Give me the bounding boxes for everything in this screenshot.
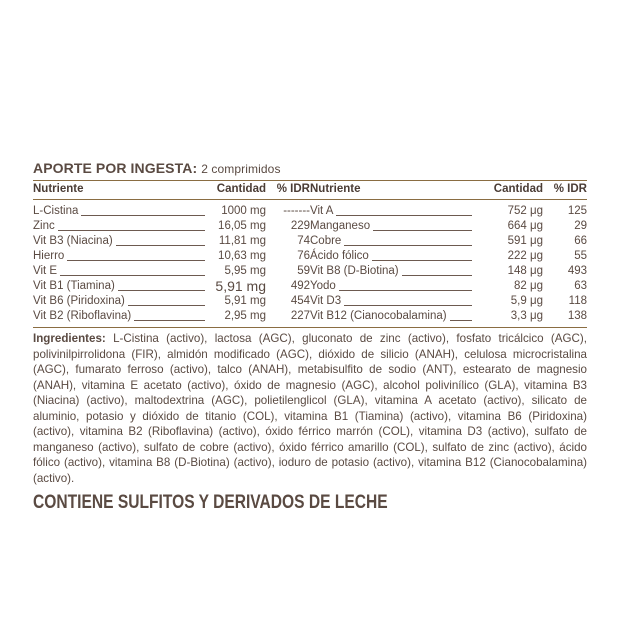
heading-subtitle: 2 comprimidos: [201, 162, 281, 176]
ingredients-paragraph: [33, 331, 587, 486]
right-nutrient-column: [310, 204, 587, 324]
ingredients-label: Ingredientes:: [33, 332, 106, 345]
nutrient-idr: -------: [283, 205, 310, 217]
nutrient-quantity: 752 μg: [507, 205, 543, 217]
nutrient-row: [33, 309, 310, 324]
nutrient-name: Zinc: [33, 219, 58, 234]
nutrient-row: [310, 234, 587, 249]
nutrient-name: Vit A: [310, 204, 336, 219]
nutrient-row: [33, 219, 310, 234]
nutrient-idr: 29: [574, 220, 587, 232]
intake-heading: [33, 160, 587, 177]
nutrient-row: [310, 219, 587, 234]
nutrient-quantity: 148 μg: [507, 265, 543, 277]
nutrient-name: Vit B1 (Tiamina): [33, 279, 118, 294]
nutrient-quantity: 5,91 mg: [224, 295, 266, 307]
nutrient-row: [33, 204, 310, 219]
nutrient-name: Yodo: [310, 279, 339, 294]
header-idr-left: % IDR: [276, 183, 310, 195]
column-header-row: [33, 181, 587, 199]
nutrient-name: Vit B12 (Cianocobalamina): [310, 309, 450, 324]
nutrient-quantity: 222 μg: [507, 250, 543, 262]
nutrient-idr: 66: [574, 235, 587, 247]
nutrient-row: [310, 279, 587, 294]
nutrient-idr: 229: [290, 220, 310, 232]
header-rule: [33, 199, 587, 200]
nutrient-grid: [33, 204, 587, 324]
allergen-warning: CONTIENE SULFITOS Y DERIVADOS DE LECHE: [33, 492, 388, 513]
header-quantity-left: Cantidad: [216, 183, 266, 195]
nutrient-name: Vit B2 (Riboflavina): [33, 309, 134, 324]
left-column-headers: [33, 181, 310, 199]
nutrient-idr: 74: [297, 235, 310, 247]
nutrient-idr: 227: [290, 310, 310, 322]
nutrient-idr: 55: [574, 250, 587, 262]
nutrient-name: Cobre: [310, 234, 344, 249]
nutrient-row: [33, 294, 310, 309]
nutrient-quantity: 591 μg: [507, 235, 543, 247]
nutrient-row: [310, 264, 587, 279]
nutrient-quantity: 82 μg: [513, 280, 543, 292]
nutrient-row: [310, 294, 587, 309]
nutrient-idr: 125: [567, 205, 587, 217]
nutrient-idr: 59: [297, 265, 310, 277]
right-column-headers: [310, 181, 587, 199]
nutrient-row: [310, 249, 587, 264]
left-nutrient-column: [33, 204, 310, 324]
nutrient-idr: 118: [568, 295, 587, 307]
header-quantity-right: Cantidad: [493, 183, 543, 195]
nutrient-idr: 138: [567, 310, 587, 322]
bottom-rule: [33, 327, 587, 328]
nutrient-row: [33, 264, 310, 279]
nutrient-quantity: 10,63 mg: [218, 250, 266, 262]
header-idr-right: % IDR: [553, 183, 587, 195]
header-nutrient-left: Nutriente: [33, 183, 84, 195]
nutrient-idr: 63: [574, 280, 587, 292]
nutrient-quantity: 1000 mg: [221, 205, 266, 217]
nutrient-idr: 76: [297, 250, 310, 262]
nutrient-quantity: 2,95 mg: [224, 310, 266, 322]
nutrient-row: [310, 204, 587, 219]
nutrient-name: Vit B3 (Niacina): [33, 234, 116, 249]
nutrient-row: [33, 279, 310, 294]
nutrient-name: Vit D3: [310, 294, 344, 309]
nutrient-idr: 492: [290, 280, 310, 292]
nutrient-quantity: 16,05 mg: [218, 220, 266, 232]
nutrient-row: [33, 234, 310, 249]
leader-line: [33, 230, 205, 231]
nutrient-quantity: 11,81 mg: [218, 235, 266, 247]
header-nutrient-right: Nutriente: [310, 183, 361, 195]
ingredients-text: L-Cistina (activo), lactosa (AGC), gluconato de zinc (activo), fosfato tricálcico (AGC), polivinilpirrolidona (FIR), almidón modificado (AGC), dióxido de silicio (ANAH), celulosa microcristalina (AGC), fumarato ferroso (activo), talco (ANAH), metabisulfito de sodio (ANT), estearato de magnesio (ANAH), vitamina E acetato (activo), óxido de magnesio (AGC), alcohol polivinílico (GLA), vitamina B3 (Niacina) (activo), maltodextrina (AGC), polietilenglicol (GLA), vitamina A acetato (activo), silicato de aluminio, potasio y dióxido de titanio (COL), vitamina B1 (Tiamina) (activo), vitamina B6 (Piridoxina) (activo), vitamina B2 (Riboflavina) (activo), óxido férrico marrón (COL), vitamina D3 (activo), sulfato de manganeso (activo), sulfato de cobre (activo), óxido férrico amarillo (COL), sulfato de zinc (activo), ácido fólico (activo), vitamina B8 (D-Biotina) (activo), ioduro de potasio (activo), vitamina B12 (Cianocobalamina) (activo).: [33, 332, 587, 485]
nutrient-quantity: 5,9 μg: [510, 295, 543, 307]
nutrient-name: Vit B6 (Piridoxina): [33, 294, 128, 309]
nutrient-idr: 454: [290, 295, 310, 307]
nutrient-name: Ácido fólico: [310, 249, 372, 264]
nutrient-quantity: 3,3 μg: [510, 310, 543, 322]
nutrient-quantity: 664 μg: [507, 220, 543, 232]
nutrient-name: Vit B8 (D-Biotina): [310, 264, 402, 279]
nutrient-name: L-Cistina: [33, 204, 81, 219]
nutrition-label: [33, 160, 587, 514]
nutrient-quantity: 5,91 mg: [215, 278, 266, 294]
heading-title: APORTE POR INGESTA:: [33, 160, 198, 176]
nutrient-row: [33, 249, 310, 264]
nutrient-row: [310, 309, 587, 324]
nutrient-name: Hierro: [33, 249, 67, 264]
nutrient-name: Manganeso: [310, 219, 373, 234]
nutrient-name: Vit E: [33, 264, 60, 279]
nutrient-quantity: 5,95 mg: [224, 265, 266, 277]
nutrient-idr: 493: [567, 265, 587, 277]
